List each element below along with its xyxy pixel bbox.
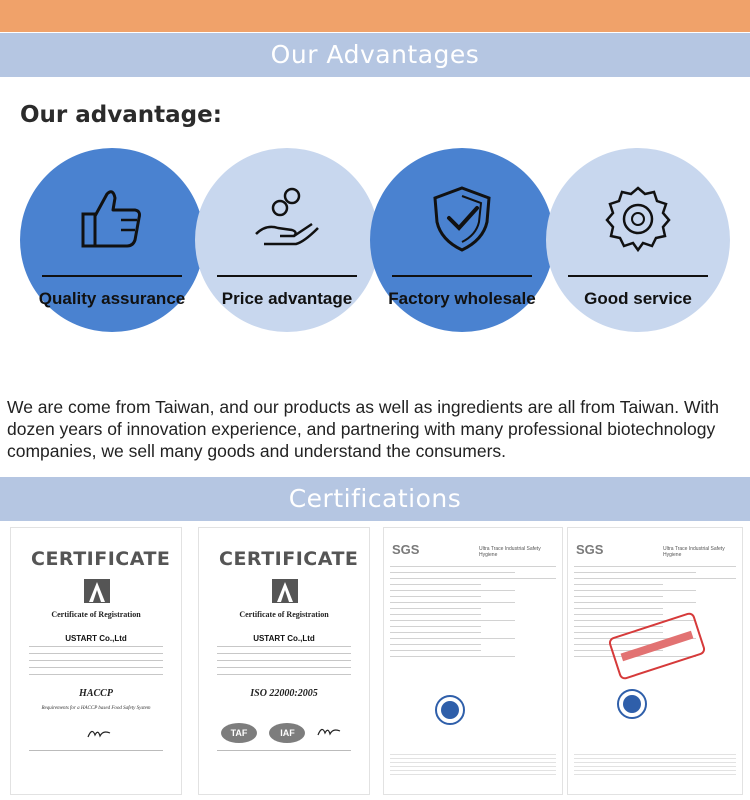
divider (217, 750, 351, 751)
award-badge-icon (603, 184, 673, 254)
certificate-title: CERTIFICATE (219, 548, 359, 570)
divider (568, 275, 708, 277)
advantage-label: Factory wholesale (388, 289, 536, 308)
sgs-seal-icon (434, 694, 466, 726)
advantage-label: Price advantage (221, 289, 353, 308)
signature-icon (317, 724, 341, 738)
advantage-factory (370, 148, 554, 332)
top-stripe (0, 0, 750, 32)
thumbs-up-icon (77, 184, 147, 254)
divider (217, 275, 357, 277)
sgs-test-report-1[interactable] (383, 527, 563, 795)
shield-check-icon (427, 184, 497, 254)
taf-badge: TAF (221, 723, 257, 743)
certificate-title: CERTIFICATE (31, 548, 171, 570)
certificate-registration: Certificate of Registration (51, 610, 141, 619)
iaf-badge: IAF (269, 723, 305, 743)
sgs-seal-icon (616, 688, 648, 720)
report-subtitle: Ultra Trace Industrial Safety Hygiene (479, 546, 541, 558)
registrar-logo-icon (83, 578, 111, 604)
divider (42, 275, 182, 277)
accreditation-badges (221, 723, 313, 743)
advantage-price (195, 148, 379, 332)
certificate-requirements: Requirements for a HACCP based Food Safety System (41, 706, 151, 711)
signature-icon (87, 726, 111, 740)
divider (392, 275, 532, 277)
certificate-body-text (29, 646, 163, 681)
report-footnote (574, 754, 736, 778)
certificates-gallery (0, 527, 750, 800)
advantage-label: Quality assurance (38, 289, 186, 308)
certificate-standard: HACCP (79, 688, 113, 699)
advantage-label: Good service (584, 289, 692, 308)
certificate-haccp[interactable] (10, 527, 182, 795)
certificate-registration: Certificate of Registration (239, 610, 329, 619)
certificate-iso22000[interactable] (198, 527, 370, 795)
report-footnote (390, 754, 556, 778)
advantages-banner: Our Advantages (0, 33, 750, 77)
hand-coins-icon (252, 184, 322, 254)
registrar-logo-icon (271, 578, 299, 604)
sgs-logo: SGS (392, 542, 420, 557)
advantage-circles (0, 140, 750, 340)
certificate-company: USTART Co.,Ltd (253, 634, 315, 643)
divider (29, 750, 163, 751)
certificate-company: USTART Co.,Ltd (65, 634, 127, 643)
certifications-banner: Certifications (0, 477, 750, 521)
sgs-logo: SGS (576, 542, 604, 557)
certificate-standard: ISO 22000:2005 (250, 688, 318, 699)
advantage-service (546, 148, 730, 332)
certificate-body-text (217, 646, 351, 681)
report-body-text (390, 566, 556, 662)
advantage-quality (20, 148, 204, 332)
intro-text: We are come from Taiwan, and our products as well as ingredients are all from Taiwan. With dozen years of innovation experience, and partnering with many professional biotechnology companies, we sell many goods and understand the consumers. (7, 397, 719, 461)
advantage-heading: Our advantage: (20, 102, 222, 128)
report-subtitle: Ultra Trace Industrial Safety Hygiene (663, 546, 725, 558)
sgs-test-report-2[interactable] (567, 527, 743, 795)
